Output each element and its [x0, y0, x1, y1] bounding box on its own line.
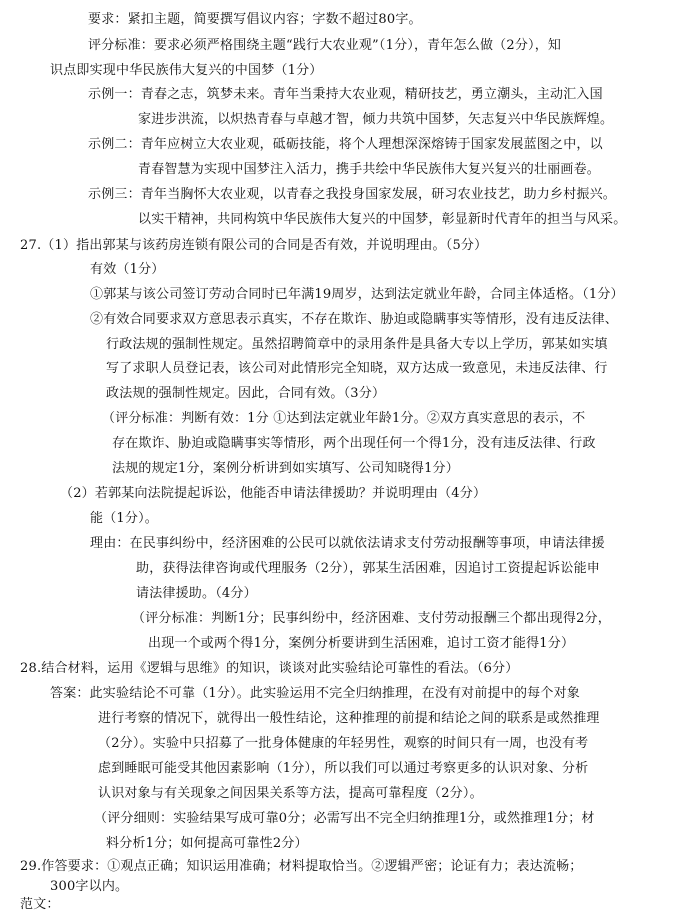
text-line: 要求：紧扣主题，简要撰写倡议内容；字数不超过80字。: [88, 12, 422, 27]
question-29: 29.作答要求：①观点正确；知识运用准确；材料提取恰当。②逻辑严密；论证有力；表达流畅；: [20, 859, 583, 874]
text-line: 评分标准：要求必须严格围绕主题“践行大农业观”（1分），青年怎么做（2分），知: [88, 38, 562, 53]
text-line: 300字以内。: [50, 879, 129, 894]
text-line: 青春智慧为实现中国梦注入活力，携手共绘中华民族伟大复兴复兴的壮丽画卷。: [138, 162, 601, 177]
text-line: 法规的规定1分，案例分析讲到如实填写、公司知晓得1分）: [112, 461, 459, 476]
text-line: （评分标准：判断1分；民事纠纷中，经济困难、支付劳动报酬三个都出现得2分，: [132, 611, 611, 626]
text-line: ②有效合同要求双方意思表示真实，不存在欺诈、胁迫或隐瞒事实等情形，没有违反法律、: [90, 312, 619, 327]
text-line: 政法规的强制性规定。因此，合同有效。（3分）: [106, 386, 386, 401]
text-line: 家进步洪流，以炽热青春与卓越才智，倾力共筑中国梦，矢志复兴中华民族辉煌。: [138, 112, 614, 127]
text-line: ①郭某与该公司签订劳动合同时已年满19周岁，达到法定就业年龄，合同主体适格。（1分）: [90, 287, 624, 302]
text-line: 进行考察的情况下，就得出一般性结论，这种推理的前提和结论之间的联系是或然推理: [98, 711, 600, 726]
question-28: 28.结合材料，运用《逻辑与思维》的知识，谈谈对此实验结论可靠性的看法。（6分）: [20, 661, 519, 676]
text-line: 料分析1分；如何提高可靠性2分）: [106, 836, 308, 851]
text-line: 理由：在民事纠纷中，经济困难的公民可以就依法请求支付劳动报酬等事项，申请法律援: [90, 536, 605, 551]
text-line: （2分）。实验中只招募了一批身体健康的年轻男性，观察的时间只有一周，也没有考: [98, 736, 589, 751]
text-line: 请法律援助。（4分）: [136, 586, 257, 601]
text-line: 存在欺诈、胁迫或隐瞒事实等情形，两个出现任何一个得1分，没有违反法律、行政: [112, 436, 596, 451]
text-line: （评分细则：实验结果写成可靠0分；必需写出不完全归纳推理1分，或然推理1分；材: [94, 811, 595, 826]
text-line: 以实干精神，共同构筑中华民族伟大复兴的中国梦，彰显新时代青年的担当与风采。: [138, 212, 627, 227]
text-line: （评分标准：判断有效：1分 ①达到法定就业年龄1分。②双方真实意思的表示，不: [102, 411, 586, 426]
text-line: 示例三：青年当胸怀大农业观，以青春之我投身国家发展，研习农业技艺，助力乡村振兴。: [88, 187, 617, 202]
text-line: 出现一个或两个得1分，案例分析要讲到生活困难，追讨工资才能得1分）: [148, 636, 575, 651]
text-line: 行政法规的强制性规定。虽然招聘简章中的录用条件是具备大专以上学历，郭某如实填: [106, 337, 608, 352]
text-line: 有效（1分）: [90, 262, 165, 277]
question-27-1: 27.（1）指出郭某与该药房连锁有限公司的合同是否有效，并说明理由。（5分）: [20, 238, 488, 253]
text-line: 示例一：青春之志，筑梦未来。青年当秉持大农业观，精研技艺，勇立潮头，主动汇入国: [88, 87, 603, 102]
text-line: 示例二：青年应树立大农业观，砥砺技能，将个人理想深深熔铸于国家发展蓝图之中，以: [88, 137, 603, 152]
text-line: 能（1分）。: [90, 511, 158, 526]
question-27-2: （2）若郭某向法院提起诉讼，他能否申请法律援助？并说明理由（4分）: [60, 486, 487, 501]
text-line: 认识对象与有关现象之间因果关系等方法，提高可靠程度（2分）。: [98, 786, 483, 801]
text-line: 写了求职人员登记表，该公司对此情形完全知晓，双方达成一致意见，未违反法律、行: [106, 361, 608, 376]
text-line: 答案：此实验结论不可靠（1分）。此实验运用不完全归纳推理，在没有对前提中的每个对象: [50, 686, 580, 701]
text-line: 识点即实现中华民族伟大复兴的中国梦（1分）: [50, 63, 323, 78]
text-line: 虑到睡眠可能受其他因素影响（1分），所以我们可以通过考察更多的认识对象、分析: [98, 761, 589, 776]
text-line: 助，获得法律咨询或代理服务（2分），郭某生活困难，因追讨工资提起诉讼能申: [136, 561, 600, 576]
model-essay-label: 范文：: [20, 897, 60, 912]
